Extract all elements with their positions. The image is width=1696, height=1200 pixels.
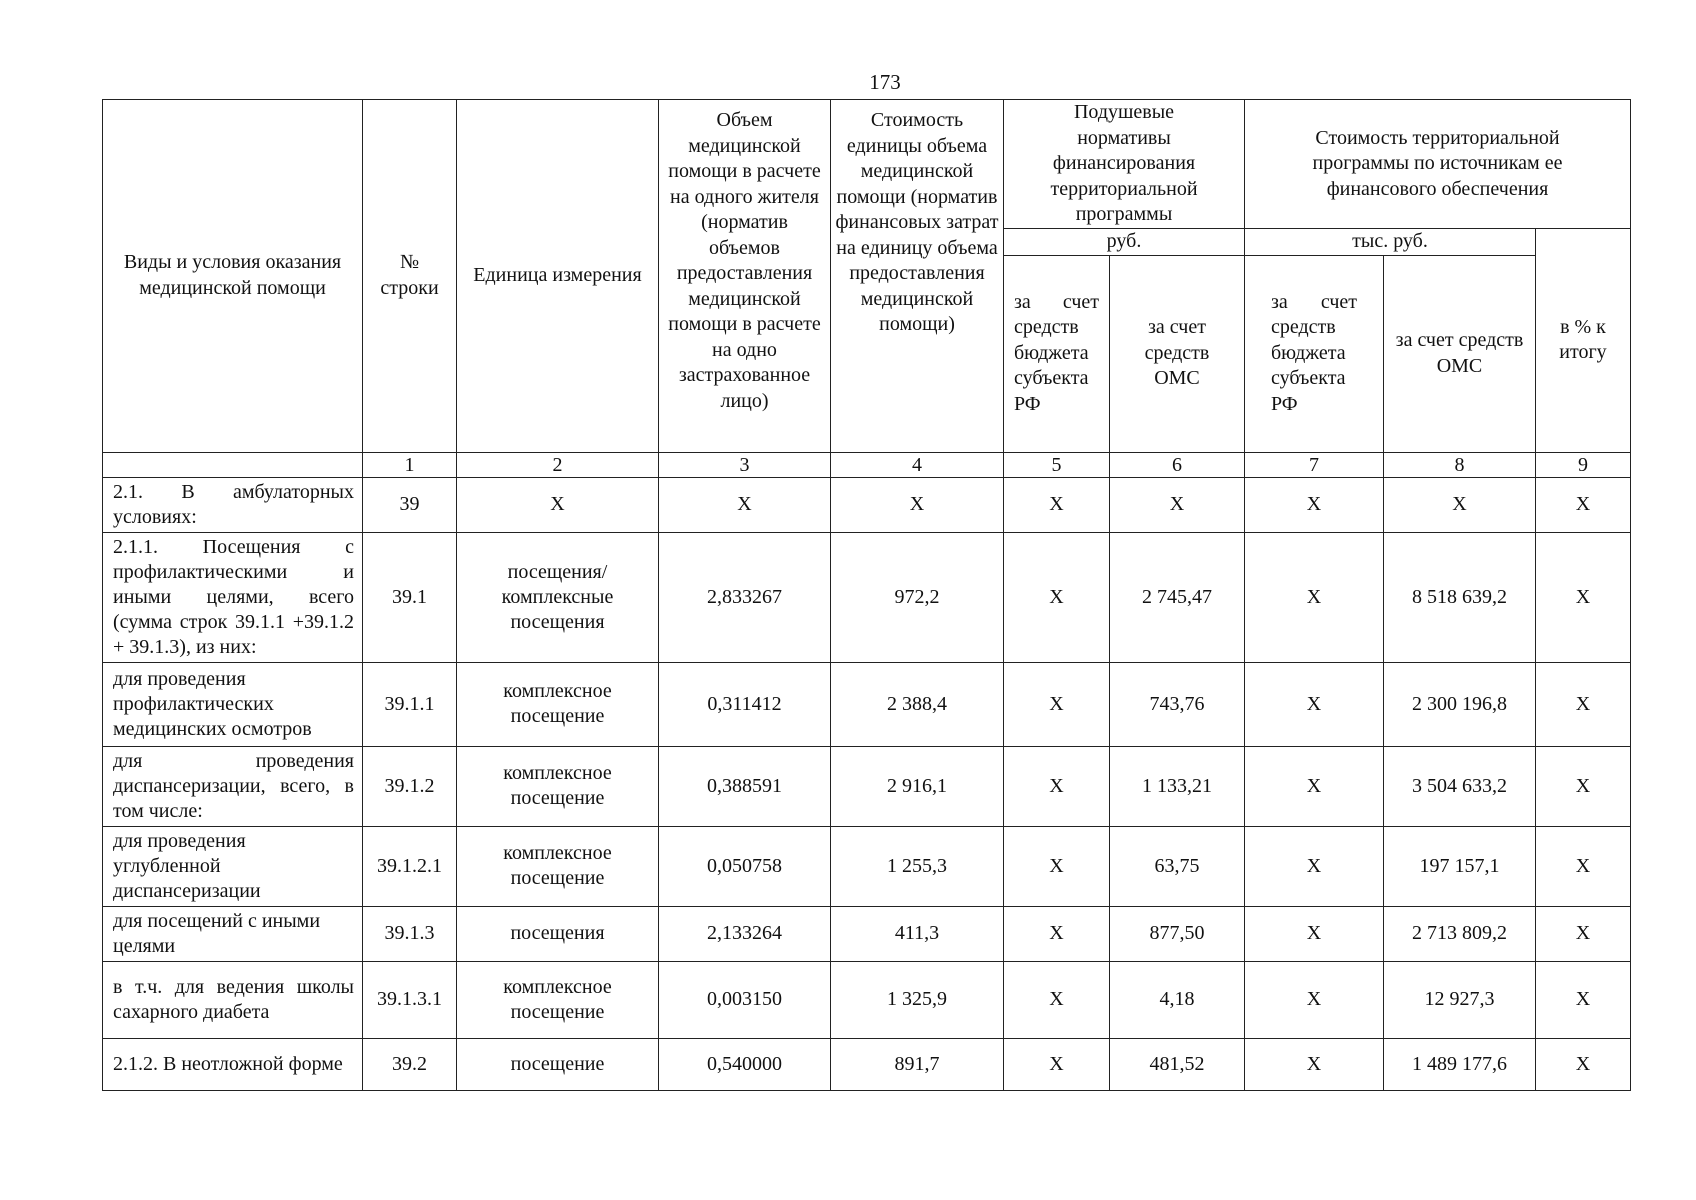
table-row (103, 746, 1631, 826)
row-unit: посещение (457, 1038, 659, 1090)
row-number: 39.2 (363, 1038, 457, 1090)
territorial-program-table (102, 99, 1631, 1091)
row-name: 2.1. В амбулаторных условиях: (103, 477, 363, 532)
row-col8: 2 713 809,2 (1384, 906, 1536, 961)
row-col5: Х (1004, 477, 1110, 532)
row-unit-cost: 2 916,1 (831, 746, 1004, 826)
row-number: 39.1.2 (363, 746, 457, 826)
row-col5: Х (1004, 662, 1110, 746)
row-volume: 0,050758 (659, 826, 831, 906)
row-col5: Х (1004, 1038, 1110, 1090)
table-row (103, 477, 1631, 532)
row-col7: Х (1245, 961, 1384, 1038)
row-unit: комплексное посещение (457, 662, 659, 746)
row-unit: комплексное посещение (457, 826, 659, 906)
row-volume: 0,388591 (659, 746, 831, 826)
row-name: для проведения профилактических медицинских осмотров (103, 662, 363, 746)
row-number: 39.1.1 (363, 662, 457, 746)
column-number: 9 (1536, 452, 1631, 477)
column-number: 1 (363, 452, 457, 477)
row-col7: Х (1245, 1038, 1384, 1090)
row-number: 39.1.2.1 (363, 826, 457, 906)
row-col6: 2 745,47 (1110, 532, 1245, 662)
table-row (103, 662, 1631, 746)
header-percent: в % к итогу (1536, 229, 1631, 453)
table-row (103, 826, 1631, 906)
row-unit-cost: 2 388,4 (831, 662, 1004, 746)
row-col9: Х (1536, 961, 1631, 1038)
row-col9: Х (1536, 532, 1631, 662)
row-name: для проведения углубленной диспансеризации (103, 826, 363, 906)
row-unit: посещения/ комплексные посещения (457, 532, 659, 662)
column-number: 3 (659, 452, 831, 477)
row-col6: 63,75 (1110, 826, 1245, 906)
row-col6: 4,18 (1110, 961, 1245, 1038)
header-unit: Единица измерения (457, 100, 659, 453)
table-row (103, 906, 1631, 961)
table-row (103, 532, 1631, 662)
row-unit-cost: 891,7 (831, 1038, 1004, 1090)
column-number-blank (103, 452, 363, 477)
header-budget-7: за счет средств бюджета субъекта РФ (1245, 255, 1384, 452)
row-number: 39.1 (363, 532, 457, 662)
row-volume: Х (659, 477, 831, 532)
header-unit-cost: Стоимость единицы объема медицинской помощи (норматив финансовых затрат на единицу объема предоставления медицинской помощи) (831, 100, 1004, 453)
row-col7: Х (1245, 746, 1384, 826)
row-col6: 481,52 (1110, 1038, 1245, 1090)
row-col8: 1 489 177,6 (1384, 1038, 1536, 1090)
row-volume: 2,833267 (659, 532, 831, 662)
header-per-capita: Подушевые нормативы финансирования территориальной программы (1004, 100, 1245, 229)
row-col8: 8 518 639,2 (1384, 532, 1536, 662)
row-volume: 0,311412 (659, 662, 831, 746)
header-row-number: № строки (363, 100, 457, 453)
row-col9: Х (1536, 746, 1631, 826)
row-unit: комплексное посещение (457, 746, 659, 826)
row-col7: Х (1245, 662, 1384, 746)
header-budget-5: за счет средств бюджета субъекта РФ (1004, 255, 1110, 452)
header-oms-6: за счет средств ОМС (1110, 255, 1245, 452)
row-number: 39 (363, 477, 457, 532)
row-col5: Х (1004, 961, 1110, 1038)
column-number: 6 (1110, 452, 1245, 477)
row-unit-cost: Х (831, 477, 1004, 532)
header-territorial-cost: Стоимость территориальной программы по источникам ее финансового обеспечения (1245, 100, 1631, 229)
row-col9: Х (1536, 662, 1631, 746)
header-thousand-rub: тыс. руб. (1245, 229, 1536, 256)
row-volume: 0,003150 (659, 961, 831, 1038)
row-col8: 2 300 196,8 (1384, 662, 1536, 746)
row-unit-cost: 1 255,3 (831, 826, 1004, 906)
column-number: 8 (1384, 452, 1536, 477)
row-col8: 12 927,3 (1384, 961, 1536, 1038)
row-col5: Х (1004, 532, 1110, 662)
row-unit-cost: 411,3 (831, 906, 1004, 961)
column-number: 2 (457, 452, 659, 477)
row-col7: Х (1245, 826, 1384, 906)
row-col6: 877,50 (1110, 906, 1245, 961)
row-unit: комплексное посещение (457, 961, 659, 1038)
page-number: 173 (869, 70, 901, 94)
row-col5: Х (1004, 906, 1110, 961)
row-col7: Х (1245, 477, 1384, 532)
row-col8: Х (1384, 477, 1536, 532)
header-volume: Объем медицинской помощи в расчете на одного жителя (норматив объемов предоставления медицинской помощи в расчете на одно застрахованное лицо) (659, 100, 831, 453)
row-col6: 743,76 (1110, 662, 1245, 746)
row-number: 39.1.3.1 (363, 961, 457, 1038)
row-volume: 0,540000 (659, 1038, 831, 1090)
row-unit-cost: 972,2 (831, 532, 1004, 662)
row-col8: 3 504 633,2 (1384, 746, 1536, 826)
row-number: 39.1.3 (363, 906, 457, 961)
row-name: в т.ч. для ведения школы сахарного диабета (103, 961, 363, 1038)
row-unit: посещения (457, 906, 659, 961)
row-col7: Х (1245, 532, 1384, 662)
row-col9: Х (1536, 826, 1631, 906)
row-col6: 1 133,21 (1110, 746, 1245, 826)
row-col9: Х (1536, 1038, 1631, 1090)
row-name: для проведения диспансеризации, всего, в том числе: (103, 746, 363, 826)
column-numbers-row (103, 452, 1631, 477)
table-row (103, 961, 1631, 1038)
header-types-conditions: Виды и условия оказания медицинской помощи (103, 100, 363, 453)
header-rub: руб. (1004, 229, 1245, 256)
row-unit-cost: 1 325,9 (831, 961, 1004, 1038)
row-unit: Х (457, 477, 659, 532)
column-number: 5 (1004, 452, 1110, 477)
row-col8: 197 157,1 (1384, 826, 1536, 906)
row-col9: Х (1536, 477, 1631, 532)
row-name: для посещений с иными целями (103, 906, 363, 961)
row-col5: Х (1004, 746, 1110, 826)
table-row (103, 1038, 1631, 1090)
row-col6: Х (1110, 477, 1245, 532)
row-name: 2.1.2. В неотложной форме (103, 1038, 363, 1090)
row-col7: Х (1245, 906, 1384, 961)
column-number: 4 (831, 452, 1004, 477)
row-col5: Х (1004, 826, 1110, 906)
row-name: 2.1.1. Посещения с профилактическими и иными целями, всего (сумма строк 39.1.1 +39.1.2 + 39.1.3), из них: (103, 532, 363, 662)
row-volume: 2,133264 (659, 906, 831, 961)
header-oms-8: за счет средств ОМС (1384, 255, 1536, 452)
column-number: 7 (1245, 452, 1384, 477)
row-col9: Х (1536, 906, 1631, 961)
